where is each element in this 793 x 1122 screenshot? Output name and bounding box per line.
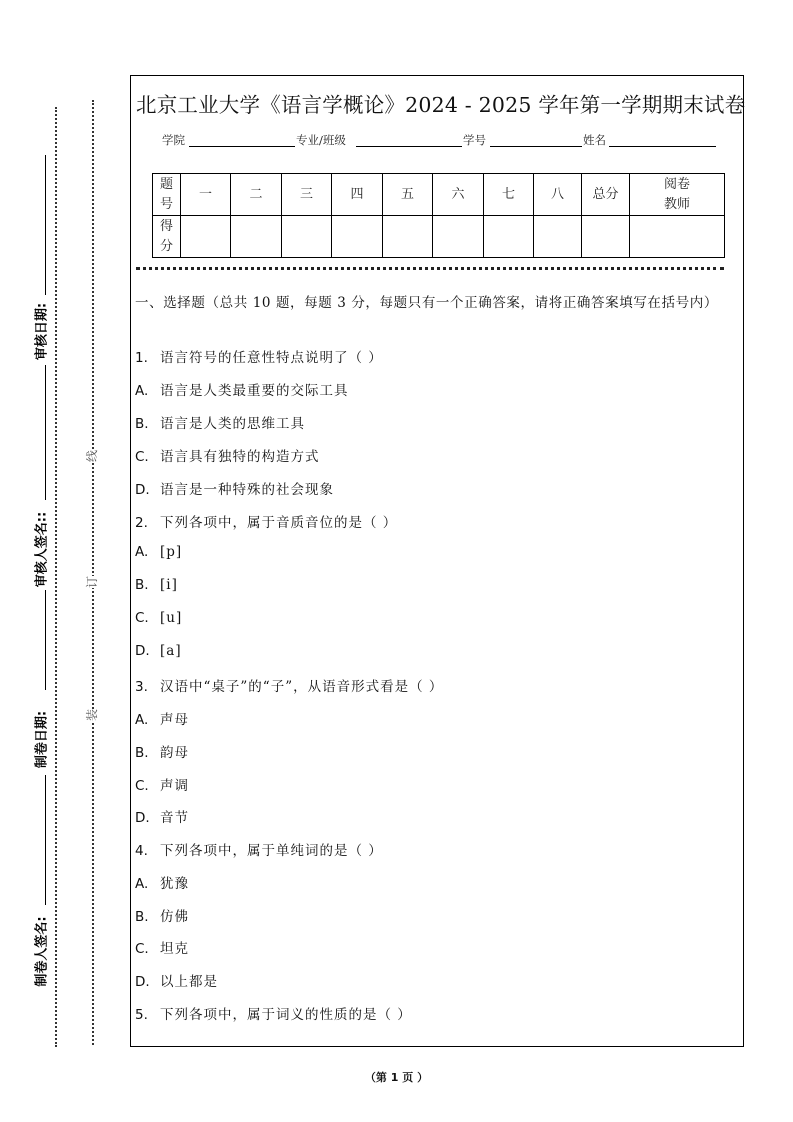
section-heading: 一、选择题（总共 10 题，每题 3 分，每题只有一个正确答案，请将正确答案填写在括号内） bbox=[135, 295, 718, 311]
reviewer-signature-label: 审核人签名:: bbox=[34, 511, 50, 588]
question-1-option-a bbox=[135, 379, 349, 399]
score-cell-7[interactable] bbox=[484, 216, 534, 258]
score-table bbox=[152, 173, 725, 258]
option-key: C. bbox=[135, 941, 149, 957]
option-text: [a] bbox=[160, 643, 182, 659]
column-header-4: 四 bbox=[332, 174, 383, 216]
question-4 bbox=[135, 839, 383, 859]
question-number: 3. bbox=[135, 679, 148, 695]
page-number: （第 1 页 ） bbox=[364, 1071, 429, 1084]
question-4-option-a bbox=[135, 872, 189, 892]
major-class-field[interactable] bbox=[356, 130, 462, 147]
reviewer-signature-line-lower bbox=[45, 590, 46, 690]
question-4-option-d bbox=[135, 970, 218, 990]
binding-dotted-line-inner bbox=[55, 107, 57, 1047]
column-header-7: 七 bbox=[484, 174, 534, 216]
review-date-line bbox=[45, 155, 46, 295]
column-header-8: 八 bbox=[534, 174, 582, 216]
option-key: D. bbox=[135, 643, 150, 659]
binding-dotted-line-outer bbox=[92, 100, 94, 1045]
option-key: A. bbox=[135, 876, 149, 892]
score-cell-3[interactable] bbox=[282, 216, 332, 258]
paper-maker-signature-line bbox=[45, 775, 46, 905]
question-2-option-b bbox=[135, 577, 178, 593]
binding-char-line: 线 bbox=[85, 449, 100, 463]
paper-maker-signature-label: 制卷人签名: bbox=[34, 916, 50, 987]
reviewer-signature-line-upper bbox=[45, 365, 46, 500]
option-text: 语言是一种特殊的社会现象 bbox=[160, 482, 334, 498]
score-cell-5[interactable] bbox=[383, 216, 433, 258]
option-text: 音节 bbox=[160, 810, 189, 826]
college-label: 学院 bbox=[162, 133, 185, 147]
question-2 bbox=[135, 511, 397, 531]
option-key: A. bbox=[135, 383, 149, 399]
option-text: 语言具有独特的构造方式 bbox=[160, 449, 320, 465]
option-text: [u] bbox=[160, 610, 183, 626]
option-key: B. bbox=[135, 577, 149, 593]
column-header-2: 二 bbox=[231, 174, 282, 216]
name-label: 姓名 bbox=[583, 133, 606, 147]
score-cell-4[interactable] bbox=[332, 216, 383, 258]
question-3-option-d bbox=[135, 806, 189, 826]
major-class-label: 专业/班级 bbox=[296, 133, 346, 147]
question-text: 下列各项中，属于单纯词的是（ ） bbox=[160, 843, 383, 859]
paper-date-label: 制卷日期: bbox=[34, 710, 50, 769]
option-key: A. bbox=[135, 712, 149, 728]
question-2-option-c bbox=[135, 610, 182, 626]
option-key: B. bbox=[135, 909, 149, 925]
option-text: 仿佛 bbox=[160, 909, 189, 925]
question-3-option-c bbox=[135, 774, 189, 794]
option-text: 坦克 bbox=[160, 941, 189, 957]
question-text: 下列各项中，属于音质音位的是（ ） bbox=[160, 515, 398, 531]
question-number: 2. bbox=[135, 515, 148, 531]
score-table-score-row bbox=[153, 216, 725, 258]
option-key: C. bbox=[135, 610, 149, 626]
student-id-field[interactable] bbox=[490, 130, 582, 147]
question-number: 1. bbox=[135, 350, 148, 366]
option-text: 以上都是 bbox=[160, 974, 218, 990]
option-key: B. bbox=[135, 745, 149, 761]
option-key: D. bbox=[135, 482, 150, 498]
question-3-option-b bbox=[135, 741, 189, 761]
question-number-header: 题 号 bbox=[153, 174, 181, 216]
question-text: 语言符号的任意性特点说明了（ ） bbox=[160, 350, 383, 366]
option-key: C. bbox=[135, 449, 149, 465]
score-cell-2[interactable] bbox=[231, 216, 282, 258]
column-header-5: 五 bbox=[383, 174, 433, 216]
question-1-option-c bbox=[135, 445, 320, 465]
name-field[interactable] bbox=[609, 130, 716, 147]
option-text: [p] bbox=[160, 544, 183, 560]
question-4-option-b bbox=[135, 905, 189, 925]
college-field[interactable] bbox=[189, 130, 295, 147]
option-text: 犹豫 bbox=[160, 876, 189, 892]
score-cell-8[interactable] bbox=[534, 216, 582, 258]
student-id-label: 学号 bbox=[463, 133, 486, 147]
question-4-option-c bbox=[135, 937, 189, 957]
question-1-option-d bbox=[135, 478, 334, 498]
column-header-3: 三 bbox=[282, 174, 332, 216]
option-text: [i] bbox=[160, 577, 178, 593]
question-1-option-b bbox=[135, 412, 305, 432]
option-key: D. bbox=[135, 810, 150, 826]
header-dotted-divider bbox=[136, 267, 724, 270]
option-text: 语言是人类最重要的交际工具 bbox=[160, 383, 349, 399]
question-text: 下列各项中，属于词义的性质的是（ ） bbox=[160, 1007, 412, 1023]
score-row-header: 得 分 bbox=[153, 216, 181, 258]
score-table-header-row bbox=[153, 174, 725, 216]
column-header-1: 一 bbox=[181, 174, 231, 216]
question-3-option-a bbox=[135, 708, 189, 728]
option-text: 声调 bbox=[160, 778, 189, 794]
option-text: 韵母 bbox=[160, 745, 189, 761]
question-3 bbox=[135, 675, 443, 695]
option-key: B. bbox=[135, 416, 149, 432]
column-header-total: 总分 bbox=[582, 174, 630, 216]
option-key: C. bbox=[135, 778, 149, 794]
binding-char-bind: 装 bbox=[85, 708, 100, 722]
grader-cell[interactable] bbox=[630, 216, 725, 258]
grader-header: 阅卷 教师 bbox=[630, 174, 725, 216]
score-cell-total[interactable] bbox=[582, 216, 630, 258]
option-key: D. bbox=[135, 974, 150, 990]
question-5 bbox=[135, 1003, 412, 1023]
question-number: 5. bbox=[135, 1007, 148, 1023]
review-date-label: 审核日期: bbox=[34, 302, 50, 361]
question-1 bbox=[135, 346, 383, 366]
exam-title: 北京工业大学《语言学概论》2024 - 2025 学年第一学期期末试卷 bbox=[136, 93, 746, 117]
binding-char-staple: 订 bbox=[85, 575, 100, 589]
column-header-6: 六 bbox=[433, 174, 484, 216]
question-2-option-d bbox=[135, 643, 182, 659]
score-cell-1[interactable] bbox=[181, 216, 231, 258]
question-2-option-a bbox=[135, 544, 182, 560]
question-text: 汉语中“桌子”的“子”，从语音形式看是（ ） bbox=[160, 679, 444, 695]
option-key: A. bbox=[135, 544, 149, 560]
option-text: 声母 bbox=[160, 712, 189, 728]
option-text: 语言是人类的思维工具 bbox=[160, 416, 305, 432]
score-cell-6[interactable] bbox=[433, 216, 484, 258]
question-number: 4. bbox=[135, 843, 148, 859]
